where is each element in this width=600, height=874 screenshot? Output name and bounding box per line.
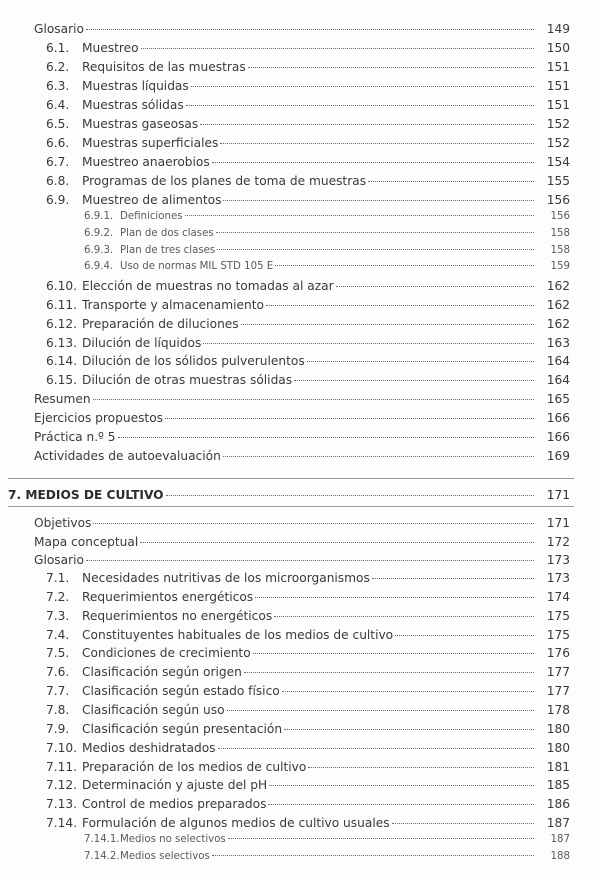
dot-leader xyxy=(186,105,534,106)
toc-entry-page: 176 xyxy=(546,646,570,660)
toc-entry-number: 6.13. xyxy=(46,336,78,350)
dot-leader xyxy=(241,324,534,325)
toc-entry xyxy=(0,665,600,679)
toc-entry xyxy=(0,22,600,36)
toc-entry-number: 7.2. xyxy=(46,590,70,604)
toc-entry-number: 6.9.2. xyxy=(84,228,114,239)
dot-leader xyxy=(223,456,534,457)
toc-entry-page: 173 xyxy=(546,571,570,585)
toc-entry xyxy=(0,174,600,188)
toc-entry-title: Transporte y almacenamiento xyxy=(82,298,264,312)
toc-entry-number: 6.15. xyxy=(46,373,78,387)
toc-entry-number: 7.8. xyxy=(46,703,70,717)
toc-entry-page: 152 xyxy=(546,117,570,131)
toc-entry-number: 7.11. xyxy=(46,760,78,774)
toc-entry-page: 156 xyxy=(550,211,570,222)
toc-entry xyxy=(0,60,600,74)
toc-entry xyxy=(0,228,600,239)
dot-leader xyxy=(86,560,534,561)
dot-leader xyxy=(200,124,534,125)
toc-entry-title: Preparación de diluciones xyxy=(82,317,239,331)
toc-entry-title: Elección de muestras no tomadas al azar xyxy=(82,279,334,293)
toc-entry xyxy=(0,851,600,862)
toc-entry-number: 7.3. xyxy=(46,609,70,623)
toc-entry xyxy=(0,703,600,717)
toc-entry xyxy=(0,553,600,567)
toc-entry xyxy=(0,117,600,131)
dot-leader xyxy=(266,305,534,306)
toc-entry-number: 6.7. xyxy=(46,155,70,169)
toc-entry xyxy=(0,571,600,585)
toc-entry xyxy=(0,741,600,755)
toc-entry xyxy=(0,336,600,350)
toc-entry-title: Medios no selectivos xyxy=(120,834,226,845)
toc-entry-number: 6.9.3. xyxy=(84,245,114,256)
toc-entry xyxy=(0,373,600,387)
toc-entry-page: 169 xyxy=(546,449,570,463)
dot-leader xyxy=(294,380,534,381)
toc-entry-number: 7.13. xyxy=(46,797,78,811)
toc-entry-number: 6.8. xyxy=(46,174,70,188)
chapter-divider-rule xyxy=(8,506,574,507)
dot-leader xyxy=(274,616,534,617)
dot-leader xyxy=(141,48,534,49)
toc-entry xyxy=(0,609,600,623)
toc-entry-title: Clasificación según presentación xyxy=(82,722,283,736)
toc-entry xyxy=(0,193,600,207)
toc-entry-title: Mapa conceptual xyxy=(34,535,139,549)
toc-entry xyxy=(0,98,600,112)
toc-entry-page: 155 xyxy=(546,174,570,188)
toc-entry-number: 6.11. xyxy=(46,298,78,312)
dot-leader xyxy=(248,67,534,68)
toc-entry-page: 187 xyxy=(550,834,570,845)
toc-entry-title: Formulación de algunos medios de cultivo usuales xyxy=(82,816,390,830)
toc-entry-page: 158 xyxy=(550,245,570,256)
dot-leader xyxy=(86,29,534,30)
toc-entry-page: 162 xyxy=(546,317,570,331)
toc-entry-title: Muestras gaseosas xyxy=(82,117,199,131)
toc-entry-page: 174 xyxy=(546,590,570,604)
toc-entry-title: Determinación y ajuste del pH xyxy=(82,778,268,792)
toc-entry-number: 7.12. xyxy=(46,778,78,792)
toc-entry xyxy=(0,778,600,792)
dot-leader xyxy=(217,249,534,250)
toc-entry-number: 7.5. xyxy=(46,646,70,660)
toc-entry-title: Muestras superficiales xyxy=(82,136,219,150)
toc-entry-number: 6.6. xyxy=(46,136,70,150)
toc-entry-page: 181 xyxy=(546,760,570,774)
toc-entry-page: 180 xyxy=(546,741,570,755)
toc-entry-number: 6.9. xyxy=(46,193,70,207)
dot-leader xyxy=(308,767,534,768)
dot-leader xyxy=(282,691,534,692)
toc-entry xyxy=(0,41,600,55)
toc-entry-title: Glosario xyxy=(34,22,84,36)
toc-entry-page: 164 xyxy=(546,373,570,387)
toc-entry-page: 173 xyxy=(546,553,570,567)
toc-entry-page: 178 xyxy=(546,703,570,717)
toc-entry xyxy=(0,298,600,312)
toc-entry-title: Actividades de autoevaluación xyxy=(34,449,221,463)
toc-entry xyxy=(0,722,600,736)
toc-entry xyxy=(0,392,600,406)
toc-entry-title: Muestras líquidas xyxy=(82,79,189,93)
toc-entry-page: 166 xyxy=(546,430,570,444)
toc-entry-page: 158 xyxy=(550,228,570,239)
toc-entry-page: 151 xyxy=(546,79,570,93)
toc-entry-number: 7.14.1. xyxy=(84,834,120,845)
toc-entry-title: Muestreo xyxy=(82,41,139,55)
dot-leader xyxy=(212,162,534,163)
dot-leader xyxy=(307,361,534,362)
toc-entry-page: 187 xyxy=(546,816,570,830)
toc-entry-number: 7.14. xyxy=(46,816,78,830)
toc-entry-number: 6.10. xyxy=(46,279,78,293)
toc-entry-title: Clasificación según uso xyxy=(82,703,225,717)
toc-entry-title: Medios deshidratados xyxy=(82,741,216,755)
toc-entry xyxy=(0,797,600,811)
toc-entry xyxy=(0,79,600,93)
dot-leader xyxy=(191,86,534,87)
toc-entry-title: Clasificación según origen xyxy=(82,665,242,679)
dot-leader xyxy=(93,399,534,400)
toc-entry-number: 7.14.2. xyxy=(84,851,120,862)
toc-entry-page: 171 xyxy=(546,516,570,530)
dot-leader xyxy=(227,710,534,711)
toc-entry-title: Programas de los planes de toma de muestras xyxy=(82,174,367,188)
dot-leader xyxy=(368,181,534,182)
toc-entry xyxy=(0,279,600,293)
toc-entry xyxy=(0,245,600,256)
dot-leader xyxy=(203,343,534,344)
dot-leader xyxy=(185,215,534,216)
toc-entry-number: 6.14. xyxy=(46,354,78,368)
toc-entry xyxy=(0,261,600,272)
toc-entry-page: 163 xyxy=(546,336,570,350)
toc-entry-number: 7.6. xyxy=(46,665,70,679)
toc-entry xyxy=(0,628,600,642)
toc-chapter-entry xyxy=(0,488,600,502)
toc-entry-page: 177 xyxy=(546,684,570,698)
toc-entry xyxy=(0,155,600,169)
toc-entry-number: 6.2. xyxy=(46,60,70,74)
toc-entry-number: 6.9.4. xyxy=(84,261,114,272)
dot-leader xyxy=(336,286,534,287)
toc-entry-page: 175 xyxy=(546,628,570,642)
dot-leader xyxy=(392,823,534,824)
toc-entry xyxy=(0,211,600,222)
toc-entry xyxy=(0,646,600,660)
toc-entry xyxy=(0,516,600,530)
chapter-divider-rule xyxy=(8,478,574,479)
toc-entry-page: 156 xyxy=(546,193,570,207)
dot-leader xyxy=(166,495,534,496)
dot-leader xyxy=(218,748,534,749)
toc-entry-page: 180 xyxy=(546,722,570,736)
toc-entry-page: 165 xyxy=(546,392,570,406)
dot-leader xyxy=(275,265,534,266)
toc-entry-title: Resumen xyxy=(34,392,91,406)
toc-entry-title: Preparación de los medios de cultivo xyxy=(82,760,307,774)
dot-leader xyxy=(216,232,534,233)
toc-entry-page: 171 xyxy=(546,488,570,502)
toc-entry-title: Glosario xyxy=(34,553,84,567)
toc-entry-page: 162 xyxy=(546,298,570,312)
toc-entry-number: 7.10. xyxy=(46,741,78,755)
toc-entry xyxy=(0,590,600,604)
dot-leader xyxy=(269,785,534,786)
toc-entry-title: Control de medios preparados xyxy=(82,797,267,811)
toc-entry-title: Requisitos de las muestras xyxy=(82,60,246,74)
toc-entry-page: 152 xyxy=(546,136,570,150)
toc-entry-page: 154 xyxy=(546,155,570,169)
dot-leader xyxy=(118,437,535,438)
toc-entry xyxy=(0,834,600,845)
toc-entry xyxy=(0,136,600,150)
dot-leader xyxy=(372,578,534,579)
toc-entry-page: 186 xyxy=(546,797,570,811)
toc-entry-title: Requerimientos no energéticos xyxy=(82,609,273,623)
toc-entry-title: Muestreo de alimentos xyxy=(82,193,222,207)
toc-entry-title: Plan de dos clases xyxy=(120,228,214,239)
toc-entry xyxy=(0,317,600,331)
toc-entry-title: Constituyentes habituales de los medios de cultivo xyxy=(82,628,394,642)
toc-entry xyxy=(0,816,600,830)
dot-leader xyxy=(253,653,534,654)
dot-leader xyxy=(165,418,534,419)
dot-leader xyxy=(93,523,534,524)
toc-entry-title: Clasificación según estado físico xyxy=(82,684,280,698)
toc-entry-title: 7. MEDIOS DE CULTIVO xyxy=(8,488,164,502)
toc-entry-title: Ejercicios propuestos xyxy=(34,411,164,425)
toc-entry-title: Necesidades nutritivas de los microorganismos xyxy=(82,571,370,585)
dot-leader xyxy=(220,143,534,144)
toc-entry xyxy=(0,411,600,425)
toc-entry-title: Uso de normas MIL STD 105 E xyxy=(120,261,274,272)
toc-entry-page: 164 xyxy=(546,354,570,368)
toc-entry-title: Definiciones xyxy=(120,211,183,222)
toc-entry xyxy=(0,760,600,774)
toc-entry-number: 6.4. xyxy=(46,98,70,112)
toc-entry-number: 6.5. xyxy=(46,117,70,131)
toc-entry xyxy=(0,354,600,368)
toc-entry-page: 151 xyxy=(546,98,570,112)
toc-entry-page: 166 xyxy=(546,411,570,425)
toc-entry-number: 7.4. xyxy=(46,628,70,642)
dot-leader xyxy=(268,804,534,805)
toc-entry-number: 7.9. xyxy=(46,722,70,736)
toc-entry-title: Objetivos xyxy=(34,516,92,530)
toc-entry-number: 6.9.1. xyxy=(84,211,114,222)
dot-leader xyxy=(395,635,534,636)
toc-entry-page: 159 xyxy=(550,261,570,272)
toc-entry-page: 151 xyxy=(546,60,570,74)
toc-entry xyxy=(0,430,600,444)
toc-entry-number: 6.3. xyxy=(46,79,70,93)
toc-entry-title: Requerimientos energéticos xyxy=(82,590,254,604)
toc-entry-number: 6.12. xyxy=(46,317,78,331)
toc-entry xyxy=(0,449,600,463)
toc-entry-title: Medios selectivos xyxy=(120,851,210,862)
toc-entry-page: 185 xyxy=(546,778,570,792)
toc-entry-title: Muestras sólidas xyxy=(82,98,184,112)
dot-leader xyxy=(244,672,534,673)
toc-entry xyxy=(0,684,600,698)
dot-leader xyxy=(140,542,534,543)
dot-leader xyxy=(212,855,534,856)
toc-entry xyxy=(0,535,600,549)
toc-entry-page: 175 xyxy=(546,609,570,623)
dot-leader xyxy=(223,200,534,201)
toc-entry-title: Dilución de líquidos xyxy=(82,336,202,350)
toc-entry-title: Dilución de los sólidos pulverulentos xyxy=(82,354,305,368)
toc-entry-title: Muestreo anaerobios xyxy=(82,155,210,169)
toc-entry-title: Práctica n.º 5 xyxy=(34,430,116,444)
toc-entry-number: 6.1. xyxy=(46,41,70,55)
dot-leader xyxy=(228,838,534,839)
toc-entry-page: 150 xyxy=(546,41,570,55)
toc-entry-number: 7.1. xyxy=(46,571,70,585)
toc-entry-page: 149 xyxy=(546,22,570,36)
toc-entry-title: Plan de tres clases xyxy=(120,245,216,256)
toc-entry-page: 188 xyxy=(550,851,570,862)
toc-entry-page: 162 xyxy=(546,279,570,293)
toc-entry-page: 172 xyxy=(546,535,570,549)
toc-entry-number: 7.7. xyxy=(46,684,70,698)
dot-leader xyxy=(284,729,534,730)
toc-entry-page: 177 xyxy=(546,665,570,679)
dot-leader xyxy=(255,597,534,598)
toc-entry-title: Dilución de otras muestras sólidas xyxy=(82,373,293,387)
toc-entry-title: Condiciones de crecimiento xyxy=(82,646,251,660)
